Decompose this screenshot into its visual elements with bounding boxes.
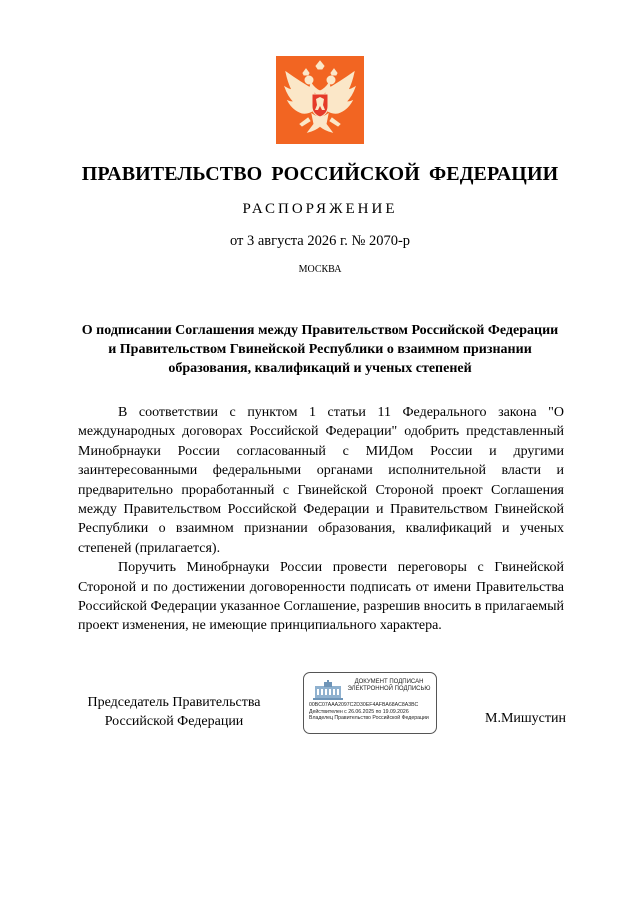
document-date-number: от 3 августа 2026 г. № 2070-р <box>229 233 411 249</box>
e-signature-heading-line1: ДОКУМЕНТ ПОДПИСАН <box>354 679 424 685</box>
russian-coat-of-arms-icon <box>276 56 364 144</box>
e-signature-validity: Действителен с 26.06.2025 по 19.09.2026 <box>309 709 409 715</box>
signatory-position-line2: Российской Федерации <box>104 714 244 729</box>
document-type: РАСПОРЯЖЕНИЕ <box>242 201 398 217</box>
government-building-icon <box>313 680 343 700</box>
e-signature-owner: Владелец Правительство Российской Федерации <box>309 715 429 721</box>
document-city: МОСКВА <box>298 264 342 275</box>
body-paragraph: В соответствии с пунктом 1 статьи 11 Федерального закона "О международных договорах Российской Федерации" одобрить представленный Минобрнауки России согласованный с МИДом России и другими заинтересованными федеральными органами исполнительной власти и предварительно проработанный с Гвинейской Стороной проект Соглашения между Правительством Российской Федерации и Правительством Гвинейской Республики о взаимном признании образования, квалификаций и ученых степеней (прилагается). <box>78 405 564 556</box>
e-signature-certificate: 00BC07AAA2097C2D30EF4AFBA68AC8A3BC <box>309 702 419 708</box>
body-paragraph: Поручить Минобрнауки России провести переговоры с Гвинейской Стороной и по достижении договоренности подписать от имени Правительства Российской Федерации указанное Соглашение, разрешив вносить в прилагаемый проект изменения, не имеющие принципиального характера. <box>78 560 565 634</box>
signatory-position-line1: Председатель Правительства <box>87 695 261 710</box>
e-signature-heading-line2: ЭЛЕКТРОННОЙ ПОДПИСЬЮ <box>347 686 431 692</box>
signatory-position <box>74 693 274 731</box>
signatory-name: М.Мишустин <box>485 711 566 726</box>
e-signature-heading <box>344 679 434 693</box>
document-body <box>78 403 564 636</box>
e-signature-stamp <box>303 672 437 734</box>
document-subject: О подписании Соглашения между Правительством Российской Федерации и Правительством Гвинейской Республики о взаимном признании образования, квалификаций и ученых степеней <box>81 323 559 376</box>
government-title: ПРАВИТЕЛЬСТВО РОССИЙСКОЙ ФЕДЕРАЦИИ <box>81 163 559 185</box>
